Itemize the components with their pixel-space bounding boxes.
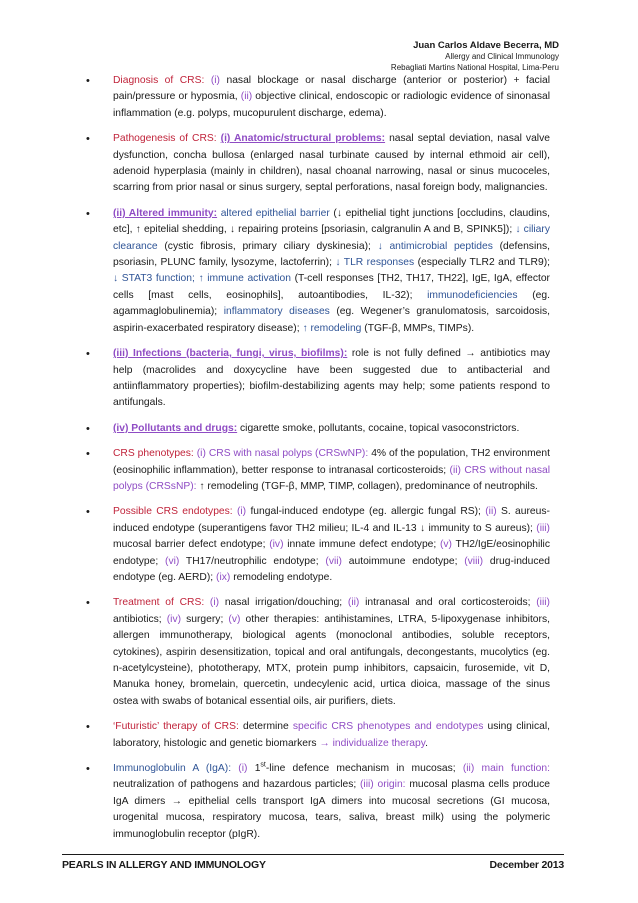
keyword: ↑ immune activation bbox=[198, 273, 291, 285]
bullet-pollutants bbox=[113, 421, 550, 437]
bullet-text: drug-induced endotype (eg. AERD); bbox=[113, 555, 550, 583]
bullet-text: (eg. Wegener’s granulomatosis, sarcoidosis, aspirin-exacerbated respiratory disease); bbox=[113, 306, 550, 334]
keyword: ↓ TLR responses bbox=[335, 257, 415, 269]
keyword: ↓ antimicrobial peptides bbox=[377, 240, 493, 252]
department: Allergy and Clinical Immunology bbox=[445, 52, 559, 61]
bullet-label: Immunoglobulin A (IgA): bbox=[113, 763, 232, 775]
subheading: (i) Anatomic/structural problems: bbox=[220, 133, 386, 145]
bullet-text: S. aureus-induced endotype (superantigens favor TH2 milieu; IL-4 and IL-13 ↓ immunity to S aureus); bbox=[113, 506, 550, 534]
roman-numeral: (v) bbox=[228, 613, 241, 625]
keyword: specific CRS phenotypes and endotypes bbox=[292, 721, 484, 733]
bullet-text: autoimmune endotype; bbox=[348, 555, 458, 567]
bullet-text: fungal-induced endotype (eg. allergic fungal RS); bbox=[250, 506, 481, 518]
keyword: ↓ ciliary clearance bbox=[113, 224, 550, 252]
bullet-text: objective clinical, endoscopic or radiologic evidence of sinonasal inflammation (e.g. polyps, mucopurulent discharge, edema). bbox=[113, 91, 550, 119]
bullet-text: -line defence mechanism in mucosas; bbox=[265, 763, 456, 775]
bullet-text: 1 bbox=[254, 763, 261, 775]
roman-numeral: (i) bbox=[236, 506, 247, 518]
bullet-label: Diagnosis of CRS: bbox=[113, 75, 205, 86]
bullet-text: mucosal plasma cells produce IgA dimers → epithelial cells transport IgA dimers into mucosal secretions (GI mucosa, urogenital mucosa, respiratory mucosa, tears, saliva, breast milk) using the polymeric immunoglobulin receptor (pIgR). bbox=[113, 779, 550, 840]
bullet-label: Pathogenesis of CRS: bbox=[113, 133, 217, 145]
bullet-text: (↓ epithelial tight junctions [occludins, claudins, etc], bbox=[113, 207, 551, 236]
bullet-text: ↑ remodeling (TGF-β, MMP, TIMP, collagen), predominance of neutrophils. bbox=[199, 480, 538, 492]
bullet-text: intranasal and oral corticosteroids; bbox=[365, 597, 531, 609]
roman-numeral: (iii) bbox=[536, 522, 550, 534]
bullet-text: 4% of the population, TH2 environment (eosinophilic inflammation), better response to intranasal corticosteroids; bbox=[113, 448, 550, 476]
roman-numeral: (i) bbox=[238, 763, 248, 775]
keyword: (iii) origin: bbox=[360, 779, 406, 791]
hospital: Rebagliati Martins National Hospital, Lima-Peru bbox=[390, 63, 559, 72]
bullet-text: ↑ epitelial shedding, ↓ repairing proteins [psoriasin, calgranulin A and B, SPINK5]); bbox=[135, 224, 513, 236]
bullet-text: neutralization of pathogens and hazardous particles; bbox=[113, 779, 357, 791]
page-footer bbox=[62, 854, 564, 871]
bullet-text: (especially TLR2 and TLR9); bbox=[417, 257, 550, 269]
keyword: ↓ STAT3 function; bbox=[113, 273, 195, 285]
bullet-altered-immunity bbox=[113, 206, 550, 337]
bullet-treatment bbox=[113, 595, 550, 710]
bullet-text: (eg. agammaglobulinemia); bbox=[113, 289, 550, 318]
author-name: Juan Carlos Aldave Becerra, MD bbox=[413, 40, 559, 51]
bullet-text: antibiotics; bbox=[113, 613, 162, 625]
roman-numeral: (i) bbox=[209, 597, 220, 609]
roman-numeral: (vii) bbox=[325, 555, 342, 567]
roman-numeral: (i) bbox=[210, 75, 220, 86]
bullet-pathogenesis bbox=[113, 131, 550, 197]
roman-numeral: (ii) bbox=[347, 597, 360, 609]
bullet-text: determine bbox=[242, 721, 289, 733]
subheading: (iii) Infections (bacteria, fungi, virus, biofilms): bbox=[113, 348, 348, 360]
bullet-text: (defensins, psoriasin, PLUNC family, lysozyme, lactoferrin); bbox=[113, 240, 550, 269]
bullet-text: (cystic fibrosis, primary ciliary dyskinesia); bbox=[164, 240, 371, 252]
footer-date: December 2013 bbox=[489, 859, 564, 871]
roman-numeral: (ii) bbox=[240, 91, 253, 103]
keyword: (i) CRS with nasal polyps (CRSwNP): bbox=[196, 448, 369, 460]
keyword: → individualize therapy bbox=[319, 737, 426, 749]
bullet-text: nasal blockage or nasal discharge (anterior or posterior) + facial pain/pressure or hyposmia, bbox=[113, 75, 550, 103]
keyword: (ii) CRS without nasal polyps (CRSsNP): bbox=[113, 464, 550, 492]
superscript: st bbox=[260, 761, 266, 769]
bullet-label: Possible CRS endotypes: bbox=[113, 506, 233, 518]
bullet-label: CRS phenotypes: bbox=[113, 448, 194, 460]
subheading: (iv) Pollutants and drugs: bbox=[113, 422, 238, 434]
bullet-text: nasal septal deviation, nasal valve dysfunction, concha bullosa (enlarged nasal turbinate caused by internal ethmoid air cell), adenoid hyperplasia (mainly in children), nasal choanal narrowing, nasal or sinus mucoceles, scarring from prior nasal or sinus surgery, septal perforations, nasal foreign body, malignancies. bbox=[113, 133, 550, 194]
bullet-text: . bbox=[425, 737, 429, 749]
bullet-text: remodeling endotype. bbox=[233, 571, 333, 583]
bullet-text: mucosal barrier defect endotype; bbox=[113, 539, 266, 551]
roman-numeral: (iv) bbox=[166, 613, 182, 625]
bullet-label: Treatment of CRS: bbox=[113, 597, 205, 609]
bullet-text: (T-cell responses [TH2, TH17, TH22], IgE, IgA, effector cells [mast cells, eosinophils], autoantibodies, IL-32); bbox=[113, 273, 550, 301]
bullet-label: ‘Futuristic’ therapy of CRS: bbox=[113, 721, 239, 733]
page-header bbox=[391, 40, 559, 73]
bullet-text: innate immune defect endotype; bbox=[287, 539, 437, 551]
roman-numeral: (ii) bbox=[485, 506, 497, 518]
subheading: (ii) Altered immunity: bbox=[113, 207, 218, 219]
bullet-text: surgery; bbox=[186, 613, 224, 625]
bullet-text: nasal irrigation/douching; bbox=[224, 597, 343, 609]
roman-numeral: (iv) bbox=[269, 539, 284, 551]
roman-numeral: (v) bbox=[439, 539, 452, 551]
bullet-text: TH2/IgE/eosinophilic endotype; bbox=[113, 539, 550, 567]
footer-title: PEARLS IN ALLERGY AND IMMUNOLOGY bbox=[62, 859, 266, 871]
bullet-text: cigarette smoke, pollutants, cocaine, topical vasoconstrictors. bbox=[240, 422, 520, 434]
keyword: immunodeficiencies bbox=[427, 289, 518, 301]
keyword: ↑ remodeling bbox=[302, 322, 362, 334]
roman-numeral: (iii) bbox=[536, 597, 550, 609]
bullet-diagnosis bbox=[113, 73, 550, 122]
roman-numeral: (vi) bbox=[165, 555, 180, 567]
roman-numeral: (viii) bbox=[464, 555, 484, 567]
bullet-futuristic-therapy bbox=[113, 719, 550, 752]
bullet-iga bbox=[113, 761, 550, 843]
bullet-text: using clinical, laboratory, histologic and genetic biomarkers bbox=[113, 721, 550, 749]
bullet-text: TH17/neutrophilic endotype; bbox=[185, 555, 319, 567]
bullet-text: (TGF-β, MMPs, TIMPs). bbox=[364, 322, 475, 334]
keyword: (ii) main function: bbox=[462, 763, 550, 775]
bullet-list bbox=[113, 73, 550, 852]
bullet-infections bbox=[113, 346, 550, 412]
bullet-text: role is not fully defined → antibiotics may help (macrolides and doxycycline have been suggested due to antibacterial and antiinflammatory properties); biofilm-destabilizing agents may help; some patients respond to antifungals. bbox=[113, 348, 550, 409]
bullet-phenotypes bbox=[113, 446, 550, 495]
keyword: inflammatory diseases bbox=[223, 306, 330, 318]
bullet-endotypes bbox=[113, 504, 550, 586]
roman-numeral: (ix) bbox=[216, 571, 231, 583]
keyword: altered epithelial barrier bbox=[220, 207, 330, 219]
bullet-text: other therapies: antihistamines, LTRA, 5-lipoxygenase inhibitors, allergen immunotherapy, biological agents (monoclonal antibodies, soluble receptors, cytokines), aspirin desensitization, topical and oral antifungals, decongestants, mucolytics (eg. n-acetylcysteine), phototherapy, MTX, protein pump inhibitors, capsaicin, furosemide, vit D, Manuka honey, bromelain, quercetin, undecylenic acid, urtica dioica, massage of the sinus ostea with swabs of botanical essential oils, air purifiers, diets. bbox=[113, 613, 550, 707]
